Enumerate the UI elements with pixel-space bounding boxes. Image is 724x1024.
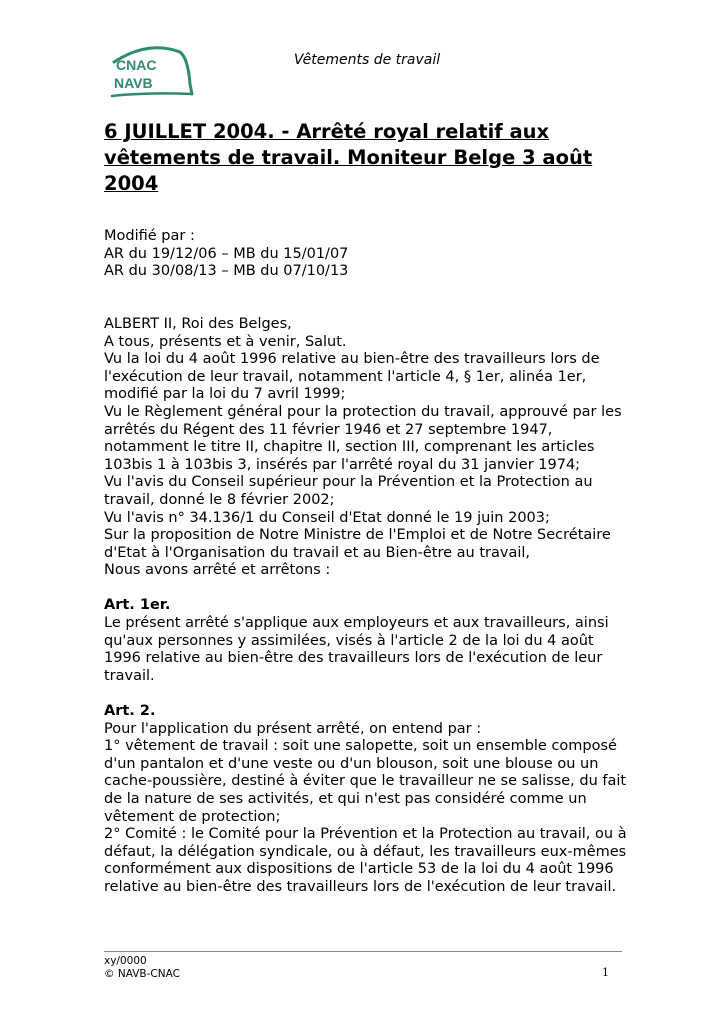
preamble-citation: Sur la proposition de Notre Ministre de l'Emploi et de Notre Secrétaire d'Etat à l'Organisation du travail et au Bien-être au travail,: [104, 527, 611, 561]
modification-entry: AR du 30/08/13 – MB du 07/10/13: [104, 263, 349, 280]
article-2-definition-2: 2° Comité : le Comité pour la Prévention et la Protection au travail, ou à défaut, la délégation syndicale, ou à défaut, les travailleurs eux-mêmes conformément aux dispositions de l'article 53 de la loi du 4 août 1996 relative au bien-être des travailleurs lors de l'exécution de leur travail.: [104, 826, 627, 895]
preamble-enacting: Nous avons arrêté et arrêtons :: [104, 562, 331, 579]
modification-entry: AR du 19/12/06 – MB du 15/01/07: [104, 245, 349, 262]
modified-by-label: Modifié par :: [104, 228, 195, 244]
footer-copyright: © NAVB-CNAC: [104, 968, 180, 980]
document-title: 6 JUILLET 2004. - Arrêté royal relatif aux vêtements de travail. Moniteur Belge 3 août 2004: [104, 120, 593, 195]
preamble-king: ALBERT II, Roi des Belges,: [104, 315, 292, 332]
preamble-citation: Vu l'avis n° 34.136/1 du Conseil d'Etat donné le 19 juin 2003;: [104, 509, 550, 526]
preamble-citation: Vu le Règlement général pour la protection du travail, approuvé par les arrêtés du Régent des 11 février 1946 et 27 septembre 1947, notamment le titre II, chapitre II, section III, comprenant les articles 103bis 1 à 103bis 3, insérés par l'arrêté royal du 31 janvier 1974;: [104, 403, 622, 473]
logo-line2: NAVB: [114, 75, 153, 91]
logo-underline: [112, 93, 192, 96]
article-1-heading: Art. 1er.: [104, 597, 171, 614]
preamble-citation: Vu la loi du 4 août 1996 relative au bien-être des travailleurs lors de l'exécution de leur travail, notamment l'article 4, § 1er, alinéa 1er, modifié par la loi du 7 avril 1999;: [104, 351, 600, 403]
page-number: 1: [602, 966, 609, 979]
spacer: [104, 580, 634, 598]
document-body: [104, 228, 634, 897]
footer-reference: xy/0000: [104, 955, 147, 967]
preamble-citation: Vu l'avis du Conseil supérieur pour la Prévention et la Protection au travail, donné le 8 février 2002;: [104, 474, 593, 508]
spacer: [104, 281, 634, 299]
article-2-heading: Art. 2.: [104, 703, 156, 720]
logo-line1: CNAC: [116, 57, 157, 73]
spacer: [104, 685, 634, 703]
article-2-definition-1: 1° vêtement de travail : soit une salopette, soit un ensemble composé d'un pantalon et d'une veste ou d'un blouson, soit une blouse ou un cache-poussière, destiné à éviter que le travailleur ne se salisse, du fait de la nature de ses activités, et qui n'est pas considéré comme un vêtement de protection;: [104, 738, 627, 825]
spacer: [104, 298, 634, 316]
running-header-title: Vêtements de travail: [293, 52, 441, 68]
article-1-text: Le présent arrêté s'applique aux employeurs et aux travailleurs, ainsi qu'aux personnes y assimilées, visés à l'article 2 de la loi du 4 août 1996 relative au bien-être des travailleurs lors de l'exécution de leur travail.: [104, 615, 609, 684]
article-2-intro: Pour l'application du présent arrêté, on entend par :: [104, 720, 482, 737]
footer-info: [104, 955, 180, 981]
preamble-salutation: A tous, présents et à venir, Salut.: [104, 333, 347, 350]
footer-divider: [104, 951, 622, 952]
